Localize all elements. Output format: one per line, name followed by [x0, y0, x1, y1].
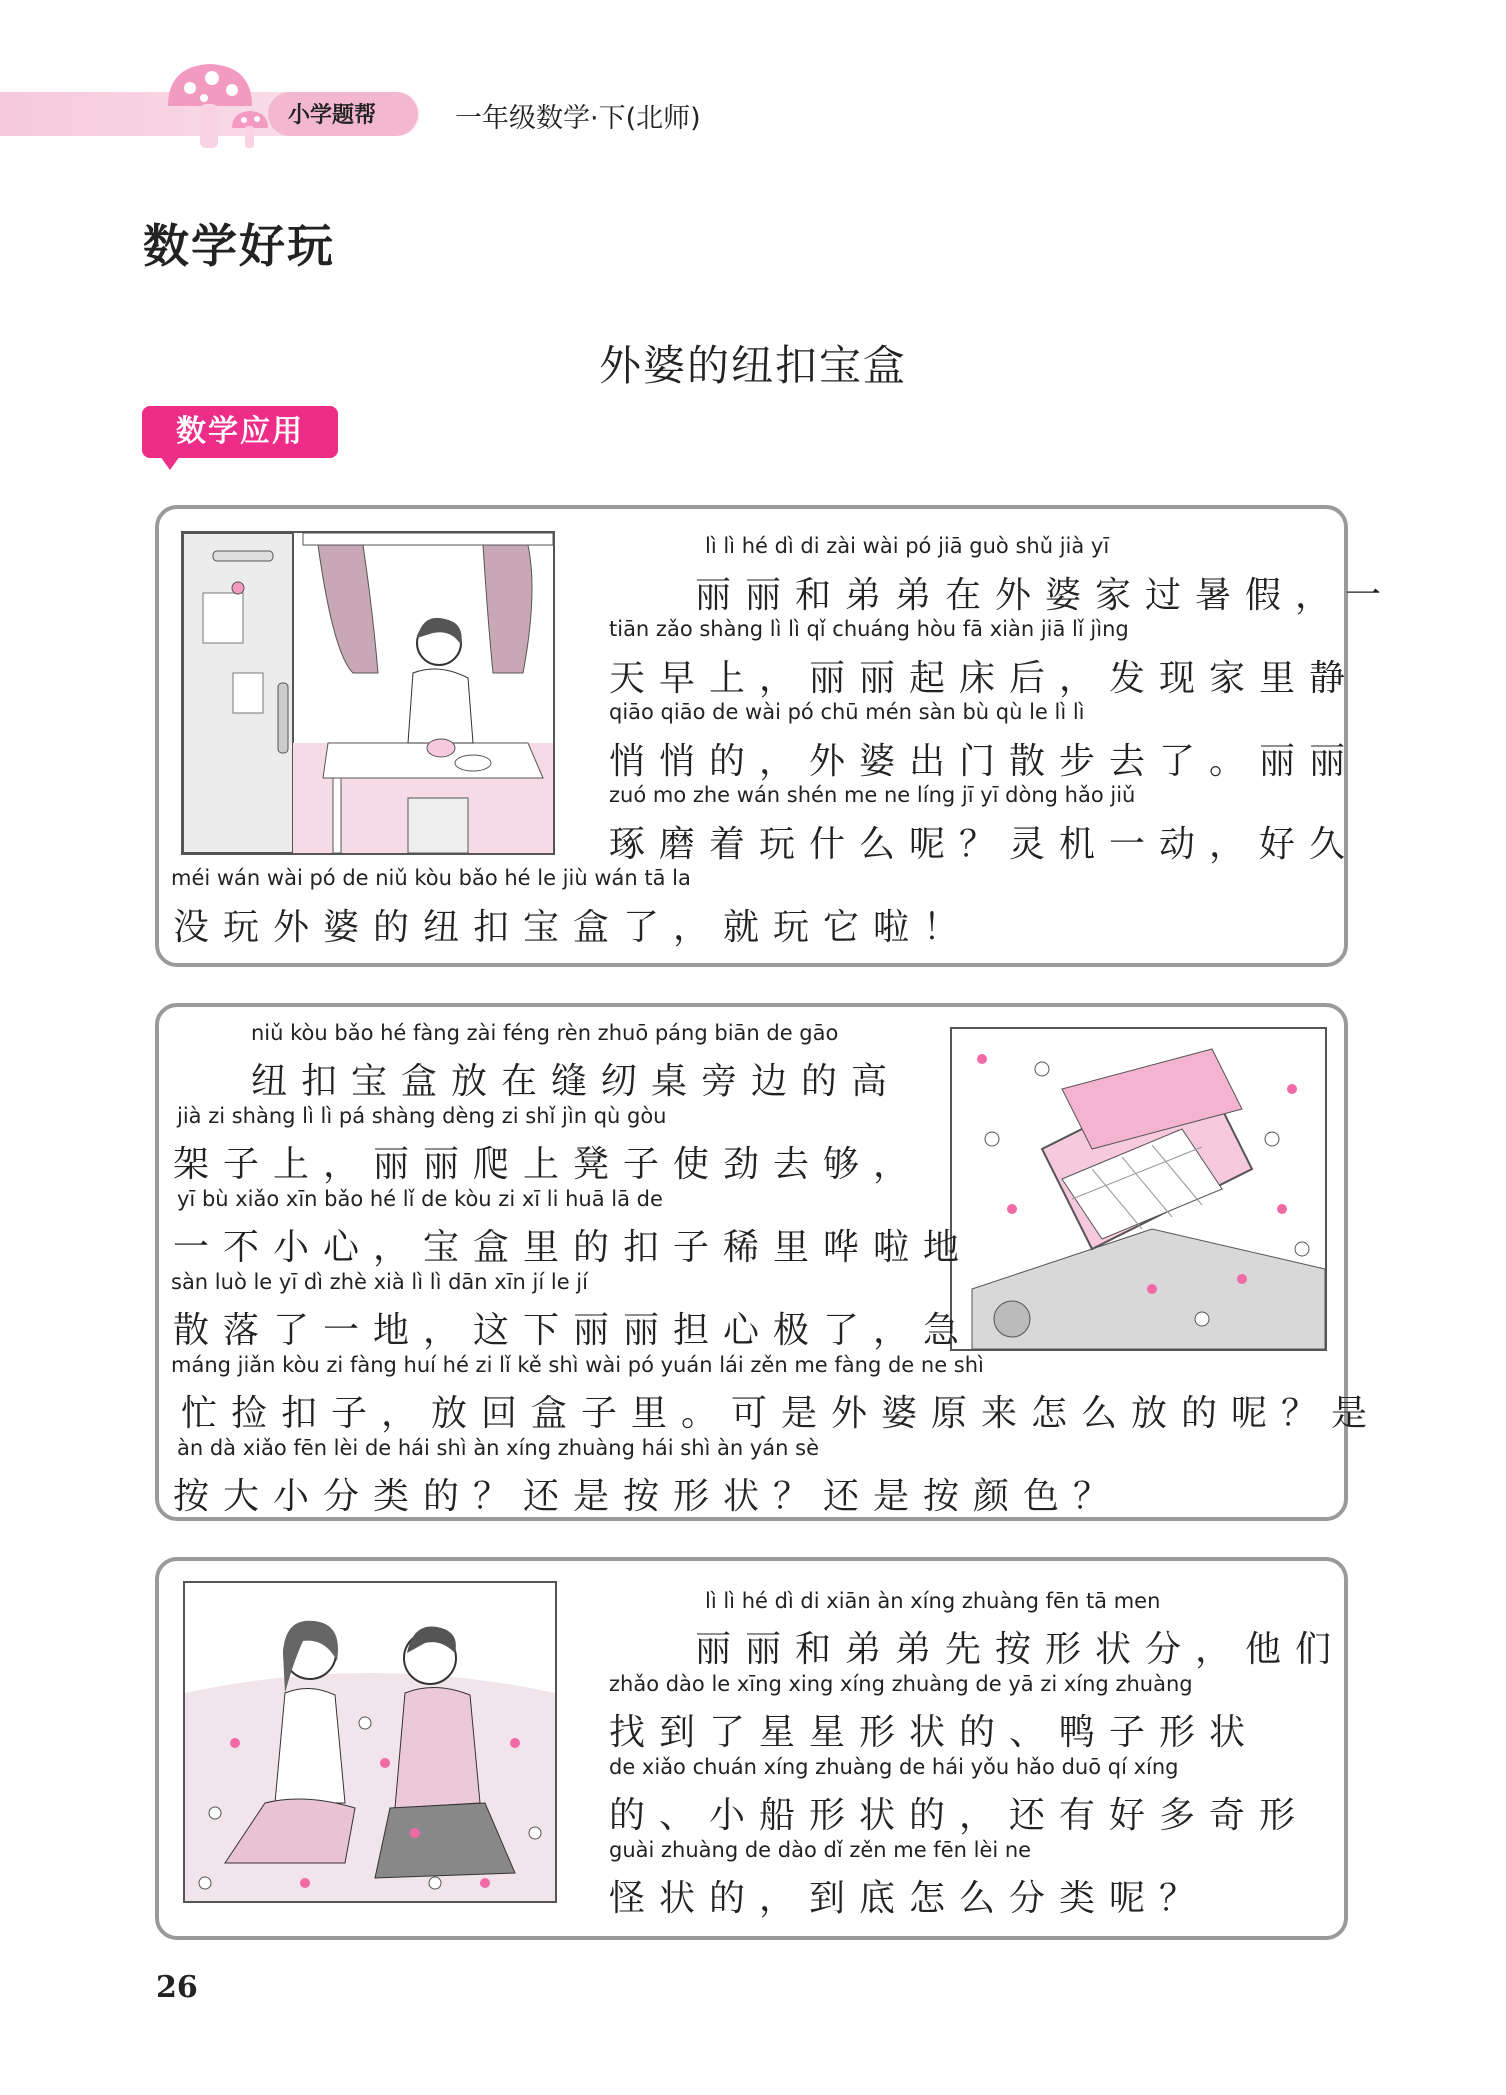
pinyin-line: máng jiǎn kòu zi fàng huí hé zi lǐ kě shì wài pó yuán lái zěn me fàng de ne shì [171, 1353, 984, 1377]
text-line: 散落了一地，这下丽丽担心极了，急 [173, 1310, 974, 1351]
pinyin-line: jià zi shàng lì lì pá shàng dèng zi shǐ jìn qù gòu [177, 1104, 667, 1128]
pinyin-line: sàn luò le yī dì zhè xià lì lì dān xīn jí le jí [171, 1270, 588, 1294]
pinyin-line: lì lì hé dì di xiān àn xíng zhuàng fēn tā men [705, 1589, 1161, 1613]
text-line: 丽丽和弟弟在外婆家过暑假，一 [695, 575, 1396, 616]
text-line: 按大小分类的？还是按形状？还是按颜色？ [173, 1476, 1124, 1517]
text-line: 找到了星星形状的、鸭子形状 [609, 1712, 1260, 1753]
text-line: 架子上，丽丽爬上凳子使劲去够， [173, 1144, 924, 1185]
story-panel-1 [155, 505, 1396, 967]
pinyin-line: qiāo qiāo de wài pó chū mén sàn bù qù le lì lì [609, 700, 1085, 724]
pinyin-line: tiān zǎo shàng lì lì qǐ chuáng hòu fā xiàn jiā lǐ jìng [609, 617, 1129, 641]
pinyin-line: méi wán wài pó de niǔ kòu bǎo hé le jiù wán tā la [171, 866, 691, 890]
text-line: 没玩外婆的纽扣宝盒了，就玩它啦！ [173, 907, 974, 948]
text-line: 忙捡扣子，放回盒子里。可是外婆原来怎么放的呢？是 [181, 1393, 1382, 1434]
text-line: 怪状的，到底怎么分类呢？ [609, 1878, 1210, 1919]
text-line: 琢磨着玩什么呢？灵机一动，好久 [609, 824, 1360, 865]
pinyin-line: niǔ kòu bǎo hé fàng zài féng rèn zhuō páng biān de gāo [251, 1021, 839, 1045]
pinyin-line: zhǎo dào le xīng xing xíng zhuàng de yā zi xíng zhuàng [609, 1672, 1193, 1696]
text-line: 丽丽和弟弟先按形状分，他们 [695, 1629, 1346, 1670]
pinyin-line: lì lì hé dì di zài wài pó jiā guò shǔ jià yī [705, 534, 1110, 558]
text-line: 天早上，丽丽起床后，发现家里静 [609, 658, 1360, 699]
pinyin-line: yī bù xiǎo xīn bǎo hé lǐ de kòu zi xī li huā lā de [177, 1187, 663, 1211]
pinyin-line: àn dà xiǎo fēn lèi de hái shì àn xíng zhuàng hái shì àn yán sè [177, 1436, 820, 1460]
page-number: 26 [156, 1970, 198, 2005]
mushroom-logo-icon [160, 56, 270, 152]
pinyin-line: de xiǎo chuán xíng zhuàng de hái yǒu hǎo duō qí xíng [609, 1755, 1179, 1779]
story-panel-2 [155, 1003, 1382, 1521]
brand-label: 小学题帮 [288, 103, 377, 128]
text-line: 纽扣宝盒放在缝纫桌旁边的高 [251, 1061, 902, 1102]
text-line: 悄悄的，外婆出门散步去了。丽丽 [609, 741, 1360, 782]
text-line: 的、小船形状的，还有好多奇形 [609, 1795, 1310, 1836]
section-tag: 数学应用 [142, 406, 338, 458]
pinyin-line: guài zhuàng de dào dǐ zěn me fēn lèi ne [609, 1838, 1032, 1862]
story-title: 外婆的纽扣宝盒 [598, 341, 907, 390]
text-line: 一不小心，宝盒里的扣子稀里哗啦地 [173, 1227, 974, 1268]
story-panel-3 [155, 1557, 1348, 1940]
book-title: 一年级数学·下(北师) [455, 103, 701, 134]
pinyin-line: zuó mo zhe wán shén me ne líng jī yī dòng hǎo jiǔ [609, 783, 1136, 807]
tag-tail [160, 456, 180, 470]
section-title: 数学好玩 [143, 219, 335, 273]
